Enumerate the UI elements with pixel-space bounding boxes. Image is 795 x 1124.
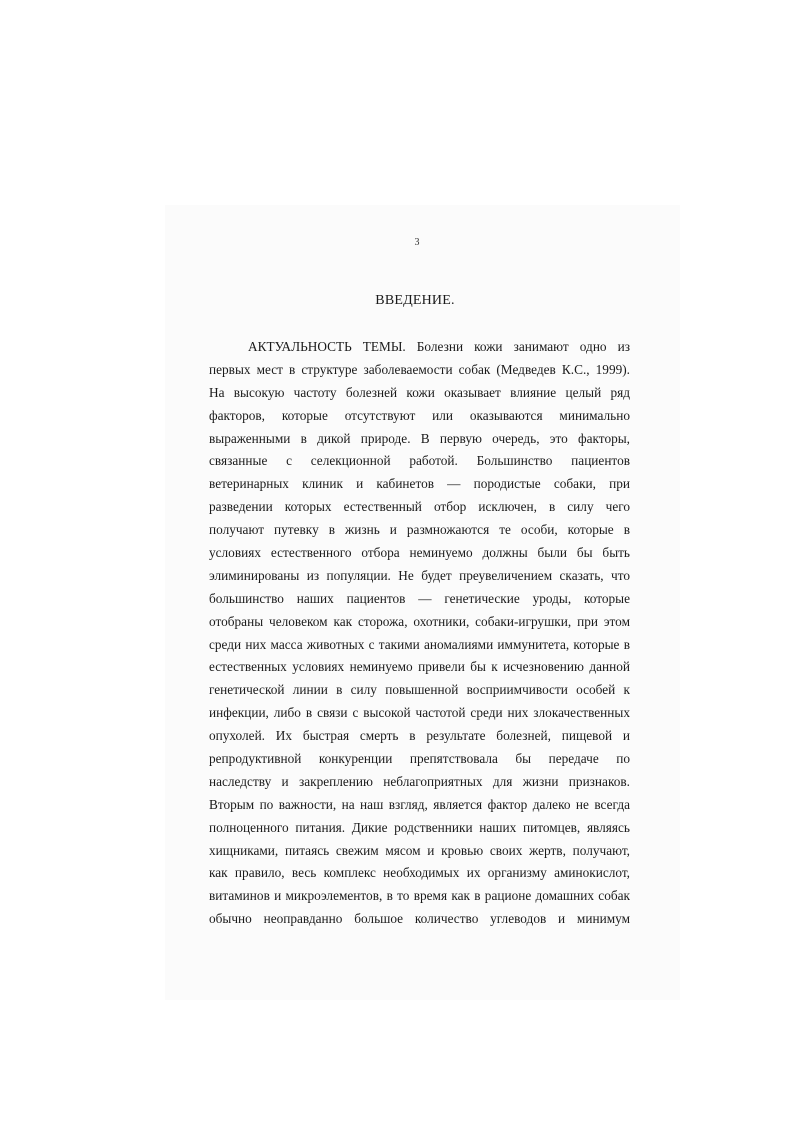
text-line: условиях естественного отбора неминуемо должны были бы быть	[209, 545, 630, 561]
text-line: генетической линии в силу повышенной восприимчивости особей к	[209, 682, 630, 698]
body-paragraph	[209, 336, 630, 931]
text-line: естественных условиях неминуемо привели бы к исчезновению данной	[209, 659, 630, 675]
text-line: большинство наших пациентов — генетические уроды, которые	[209, 590, 630, 606]
text-line: хищниками, питаясь свежим мясом и кровью своих жертв, получают,	[209, 842, 630, 858]
text-line: инфекции, либо в связи с высокой частотой среди них злокачественных	[209, 705, 630, 721]
text-line: опухолей. Их быстрая смерть в результате болезней, пищевой и	[209, 728, 630, 744]
text-line: витаминов и микроэлементов, в то время как в рационе домашних собак	[209, 888, 630, 904]
text-line: факторов, которые отсутствуют или оказываются минимально	[209, 407, 630, 423]
text-line: ветеринарных клиник и кабинетов — породистые собаки, при	[209, 476, 630, 492]
section-heading: ВВЕДЕНИЕ.	[375, 293, 455, 308]
text-line: отобраны человеком как сторожа, охотники, собаки-игрушки, при этом	[209, 613, 630, 629]
text-line: выраженными в дикой природе. В первую очередь, это факторы,	[209, 430, 630, 446]
text-line: полноценного питания. Дикие родственники наших питомцев, являясь	[209, 819, 630, 835]
text-line: среди них масса животных с такими аномалиями иммунитета, которые в	[209, 636, 630, 652]
page-number: 3	[414, 237, 420, 248]
text-line: наследству и закреплению неблагоприятных для жизни признаков.	[209, 773, 630, 789]
text-line: Вторым по важности, на наш взгляд, является фактор далеко не всегда	[209, 796, 630, 812]
text-line: связанные с селекционной работой. Большинство пациентов	[209, 453, 630, 469]
text-line: На высокую частоту болезней кожи оказывает влияние целый ряд	[209, 384, 630, 400]
text-line: как правило, весь комплекс необходимых их организму аминокислот,	[209, 865, 630, 881]
text-line: получают путевку в жизнь и размножаются те особи, которые в	[209, 522, 630, 538]
text-line: АКТУАЛЬНОСТЬ ТЕМЫ. Болезни кожи занимают одно из	[248, 339, 630, 354]
text-line: репродуктивной конкуренции препятствовала бы передаче по	[209, 751, 630, 767]
text-line: обычно неоправданно большое количество углеводов и минимум	[209, 911, 630, 927]
text-line: элиминированы из популяции. Не будет преувеличением сказать, что	[209, 567, 630, 583]
text-line: разведении которых естественный отбор исключен, в силу чего	[209, 499, 630, 515]
text-line: первых мест в структуре заболеваемости собак (Медведев К.С., 1999).	[209, 361, 630, 377]
